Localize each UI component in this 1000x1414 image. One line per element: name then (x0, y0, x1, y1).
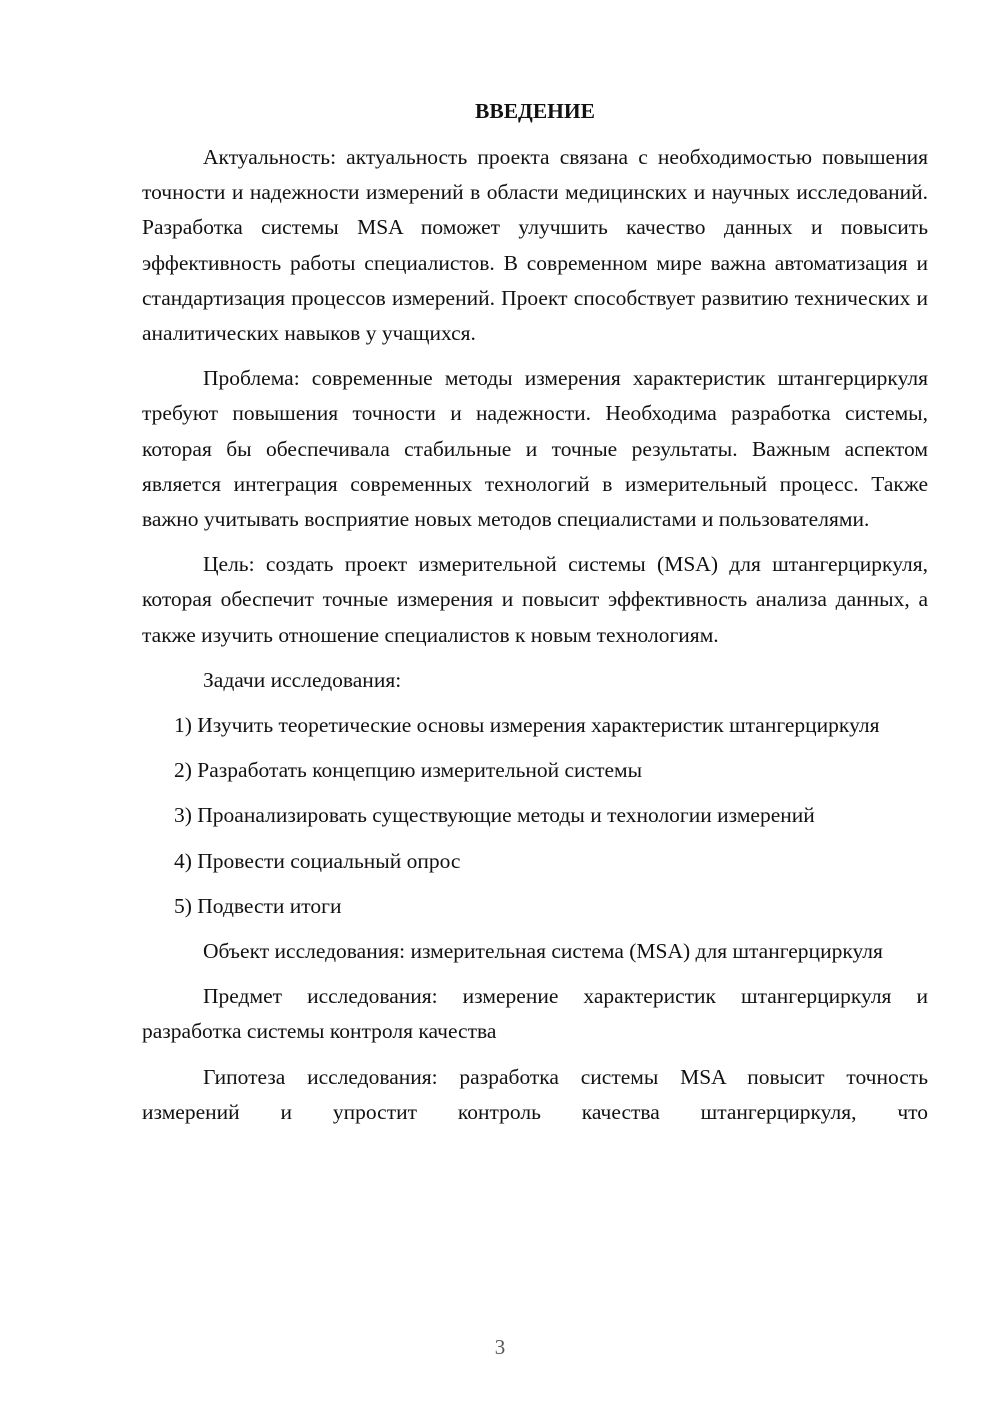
task-item-5: 5) Подвести итоги (174, 893, 342, 918)
document-body (142, 140, 928, 1140)
task-item-2: 2) Разработать концепцию измерительной системы (174, 758, 643, 783)
task-item-4: 4) Провести социальный опрос (174, 848, 461, 873)
goal-paragraph: Цель: создать проект измерительной системы (MSA) для штангерциркуля, которая обеспечит точные измерения и повысит эффективность анализа данных, а также изучить отношение специалистов к новым технологиям. (142, 552, 928, 647)
section-heading: ВВЕДЕНИЕ (475, 99, 595, 123)
page-number: 3 (494, 1335, 506, 1359)
task-item-1: 1) Изучить теоретические основы измерения характеристик штангерциркуля (174, 713, 880, 738)
task-item-3: 3) Проанализировать существующие методы и технологии измерений (174, 803, 815, 828)
relevance-paragraph: Актуальность: актуальность проекта связана с необходимостью повышения точности и надежности измерений в области медицинских и научных исследований. Разработка системы MSA поможет улучшить качество данных и повысить эффективность работы специалистов. В современном мире важна автоматизация и стандартизация процессов измерений. Проект способствует развитию технических и аналитических навыков у учащихся. (142, 145, 928, 346)
subject-paragraph: Предмет исследования: измерение характеристик штангерциркуля и разработка системы контроля качества (142, 984, 928, 1044)
tasks-heading: Задачи исследования: (203, 667, 402, 692)
hypothesis-paragraph: Гипотеза исследования: разработка системы MSA повысит точность измерений и упростит контроль качества штангерциркуля, что (142, 1064, 928, 1124)
problem-paragraph: Проблема: современные методы измерения характеристик штангерциркуля требуют повышения точности и надежности. Необходима разработка системы, которая бы обеспечивала стабильные и точные результаты. Важным аспектом является интеграция современных технологий в измерительный процесс. Также важно учитывать восприятие новых методов специалистами и пользователями. (142, 366, 928, 532)
object-paragraph: Объект исследования: измерительная система (MSA) для штангерциркуля (203, 939, 883, 964)
